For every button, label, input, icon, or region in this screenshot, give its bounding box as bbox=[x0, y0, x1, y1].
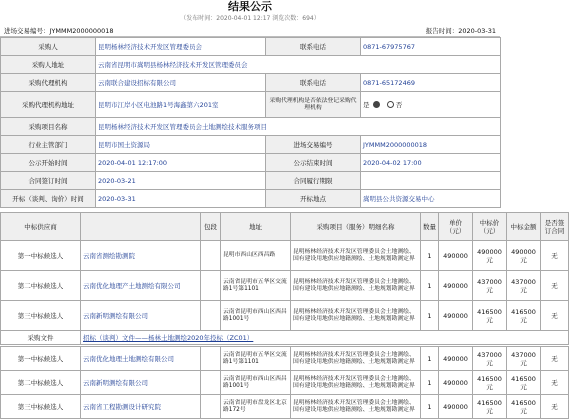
basic-row bbox=[1, 92, 501, 118]
supplier-cell: 云南优化地理产土地测绘有限公司 bbox=[81, 271, 201, 301]
label-cell: 联系电话 bbox=[266, 38, 361, 56]
address-cell: 云南省昆明市西山区西昌路1001号 bbox=[221, 301, 291, 331]
radio-no-label: 否 bbox=[395, 100, 403, 109]
signed-cell: 无 bbox=[541, 347, 569, 371]
qty-cell: 1 bbox=[421, 301, 439, 331]
basic-row bbox=[1, 56, 501, 74]
item-cell: 昆明杨林经济技术开发区管理委员会土地测绘、国有建设用地供应地籍测绘、土地规划勘测定界 bbox=[291, 271, 421, 301]
value-cell: 0871-67975767 bbox=[361, 38, 501, 56]
label-cell: 开标地点 bbox=[266, 190, 361, 208]
table-row bbox=[1, 347, 569, 371]
basic-info-table bbox=[0, 37, 501, 208]
label-cell: 采购项目名称 bbox=[1, 118, 96, 136]
value-cell: 2020-03-21 bbox=[96, 172, 266, 190]
item-cell: 昆明杨林经济技术开发区管理委员会土地测绘、国有建设用地供应地籍测绘、土地规划勘测定界 bbox=[291, 347, 421, 371]
signed-cell: 无 bbox=[541, 395, 569, 419]
signed-cell: 无 bbox=[541, 241, 569, 271]
purchase-file-row bbox=[1, 331, 569, 345]
header-cell: 中标价（元） bbox=[473, 213, 507, 241]
header-cell: 中标金额 bbox=[507, 213, 541, 241]
price-cell: 490000 bbox=[439, 347, 473, 371]
label-cell: 采购代理机构是否依法登记采购代理机构 bbox=[266, 92, 361, 118]
section-cell bbox=[201, 395, 221, 419]
total-cell: 437000元 bbox=[473, 347, 507, 371]
address-cell: 云南省昆明市五华区交流路1号第1101 bbox=[221, 347, 291, 371]
purchase-file-link[interactable]: 招标（谈判）文件——杨林土地测绘2020年投标（ZC01） bbox=[83, 333, 254, 342]
header-line bbox=[0, 25, 500, 37]
signed-cell: 无 bbox=[541, 371, 569, 395]
total-cell: 416500元 bbox=[473, 395, 507, 419]
section-cell bbox=[201, 347, 221, 371]
table-row bbox=[1, 395, 569, 419]
basic-row bbox=[1, 38, 501, 56]
label-cell: 合同签订时间 bbox=[1, 172, 96, 190]
total-cell: 416500元 bbox=[473, 371, 507, 395]
item-cell: 昆明杨林经济技术开发区管理委员会土地测绘、国有建设用地供应地籍测绘、土地规划勘测定界 bbox=[291, 241, 421, 271]
basic-row bbox=[1, 172, 501, 190]
section-cell bbox=[201, 371, 221, 395]
value-cell: 0871-65172469 bbox=[361, 74, 501, 92]
basic-row bbox=[1, 136, 501, 154]
qty-cell: 1 bbox=[421, 371, 439, 395]
price-cell: 490000 bbox=[439, 301, 473, 331]
supplier-cell: 云南省测绘勘测院 bbox=[81, 241, 201, 271]
qty-cell: 1 bbox=[421, 241, 439, 271]
supplier-cell: 云南新明测绘有限公司 bbox=[81, 371, 201, 395]
header-cell bbox=[81, 213, 201, 241]
signed-cell: 无 bbox=[541, 271, 569, 301]
purchase-file-label: 采购文件 bbox=[1, 331, 81, 345]
results-header-row bbox=[1, 213, 569, 241]
amount-cell: 437000元 bbox=[507, 347, 541, 371]
basic-row bbox=[1, 154, 501, 172]
rank-cell: 第三中标候选人 bbox=[1, 395, 81, 419]
value-cell: JYMMM2000000018 bbox=[361, 136, 501, 154]
purchase-file-cell bbox=[81, 331, 569, 345]
section-cell bbox=[201, 241, 221, 271]
qty-cell: 1 bbox=[421, 347, 439, 371]
address-cell: 昆明市西山区西昌路 bbox=[221, 241, 291, 271]
value-cell: 昆明市国土资源局 bbox=[96, 136, 266, 154]
amount-cell: 490000元 bbox=[507, 241, 541, 271]
item-cell: 昆明杨林经济技术开发区管理委员会土地测绘、国有建设用地供应地籍测绘、土地规划勘测定界 bbox=[291, 371, 421, 395]
rank-cell: 第三中标候选人 bbox=[1, 301, 81, 331]
radio-dot-icon bbox=[387, 101, 394, 108]
basic-row bbox=[1, 74, 501, 92]
header-cell: 数量 bbox=[421, 213, 439, 241]
results-table bbox=[0, 212, 569, 345]
radio-yes-label: 是 bbox=[363, 100, 370, 109]
amount-cell: 416500元 bbox=[507, 395, 541, 419]
address-cell: 云南省昆明市五华区交流路1号第1101 bbox=[221, 271, 291, 301]
basic-row bbox=[1, 190, 501, 208]
results-table-2 bbox=[0, 346, 569, 419]
table-row bbox=[1, 301, 569, 331]
label-cell: 合同履行期限 bbox=[266, 172, 361, 190]
value-cell bbox=[361, 172, 501, 190]
item-cell: 昆明杨林经济技术开发区管理委员会土地测绘、国有建设用地供应地籍测绘、土地规划勘测定界 bbox=[291, 301, 421, 331]
qty-cell: 1 bbox=[421, 271, 439, 301]
label-cell: 行业主管部门 bbox=[1, 136, 96, 154]
rank-cell: 第一中标候选人 bbox=[1, 241, 81, 271]
supplier-cell: 云南新明测绘有限公司 bbox=[81, 301, 201, 331]
radio-cell bbox=[361, 92, 501, 118]
supplier-cell: 云南省工程勘测设计研究院 bbox=[81, 395, 201, 419]
label-cell: 公示结束时间 bbox=[266, 154, 361, 172]
price-cell: 490000 bbox=[439, 395, 473, 419]
section-cell bbox=[201, 271, 221, 301]
trade-code: 进场交易编号：JYMMM2000000018 bbox=[4, 27, 114, 35]
total-cell: 416500元 bbox=[473, 301, 507, 331]
total-cell: 490000元 bbox=[473, 241, 507, 271]
label-cell: 进场交易编号 bbox=[266, 136, 361, 154]
label-cell: 开标（谈判、询价）时间 bbox=[1, 190, 96, 208]
amount-cell: 437000元 bbox=[507, 271, 541, 301]
basic-row bbox=[1, 118, 501, 136]
signed-cell: 无 bbox=[541, 301, 569, 331]
label-cell: 联系电话 bbox=[266, 74, 361, 92]
price-cell: 490000 bbox=[439, 241, 473, 271]
amount-cell: 416500元 bbox=[507, 301, 541, 331]
rank-cell: 第二中标候选人 bbox=[1, 271, 81, 301]
value-cell: 2020-04-01 12:17:00 bbox=[96, 154, 266, 172]
label-cell: 采购代理机构地址 bbox=[1, 92, 96, 118]
value-cell: 昆明杨林经济技术开发区管理委员会 bbox=[96, 38, 266, 56]
radio-dot-icon bbox=[373, 101, 380, 108]
label-cell: 采购代理机构 bbox=[1, 74, 96, 92]
value-cell: 昆明市江岸小区电池路1号海鑫第六201室 bbox=[96, 92, 266, 118]
label-cell: 公示开始时间 bbox=[1, 154, 96, 172]
value-cell: 2020-04-02 17:00 bbox=[361, 154, 501, 172]
address-cell: 云南省昆明市盘龙区北京路172号 bbox=[221, 395, 291, 419]
value-cell: 嵩明县公共资源交易中心 bbox=[361, 190, 501, 208]
rank-cell: 第二中标候选人 bbox=[1, 371, 81, 395]
item-cell: 昆明杨林经济技术开发区管理委员会土地测绘、国有建设用地供应地籍测绘、土地规划勘测定界 bbox=[291, 395, 421, 419]
rank-cell: 第一中标候选人 bbox=[1, 347, 81, 371]
value-cell: 云南联合建设招标有限公司 bbox=[96, 74, 266, 92]
amount-cell: 416500元 bbox=[507, 371, 541, 395]
header-cell: 包段 bbox=[201, 213, 221, 241]
value-cell: 昆明杨林经济技术开发区管理委员会土地测绘技术服务项目 bbox=[96, 118, 501, 136]
header-cell: 是否签订合同 bbox=[541, 213, 569, 241]
header-cell: 中标供应商 bbox=[1, 213, 81, 241]
report-date: 报告时间：2020-03-31 bbox=[425, 27, 496, 35]
value-cell: 云南省昆明市嵩明县杨林经济技术开发区管理委员会 bbox=[96, 56, 501, 74]
qty-cell: 1 bbox=[421, 395, 439, 419]
table-row bbox=[1, 371, 569, 395]
header-cell: 地址 bbox=[221, 213, 291, 241]
label-cell: 采购人 bbox=[1, 38, 96, 56]
radio-yes[interactable] bbox=[363, 101, 380, 109]
total-cell: 437000元 bbox=[473, 271, 507, 301]
table-row bbox=[1, 241, 569, 271]
price-cell: 490000 bbox=[439, 271, 473, 301]
address-cell: 云南省昆明市西山区西昌路1001号 bbox=[221, 371, 291, 395]
radio-no[interactable] bbox=[386, 101, 403, 109]
section-cell bbox=[201, 301, 221, 331]
value-cell: 2020-03-31 bbox=[96, 190, 266, 208]
header-cell: 采购项目（服务）明细名称 bbox=[291, 213, 421, 241]
page-title: 结果公示 bbox=[228, 0, 272, 13]
publish-meta: （发布时间：2020-04-01 12:17 浏览次数：694） bbox=[180, 15, 320, 22]
header-cell: 单价（元） bbox=[439, 213, 473, 241]
table-row bbox=[1, 271, 569, 301]
supplier-cell: 云南优化地理土地测绘有限公司 bbox=[81, 347, 201, 371]
price-cell: 490000 bbox=[439, 371, 473, 395]
label-cell: 采购人地址 bbox=[1, 56, 96, 74]
